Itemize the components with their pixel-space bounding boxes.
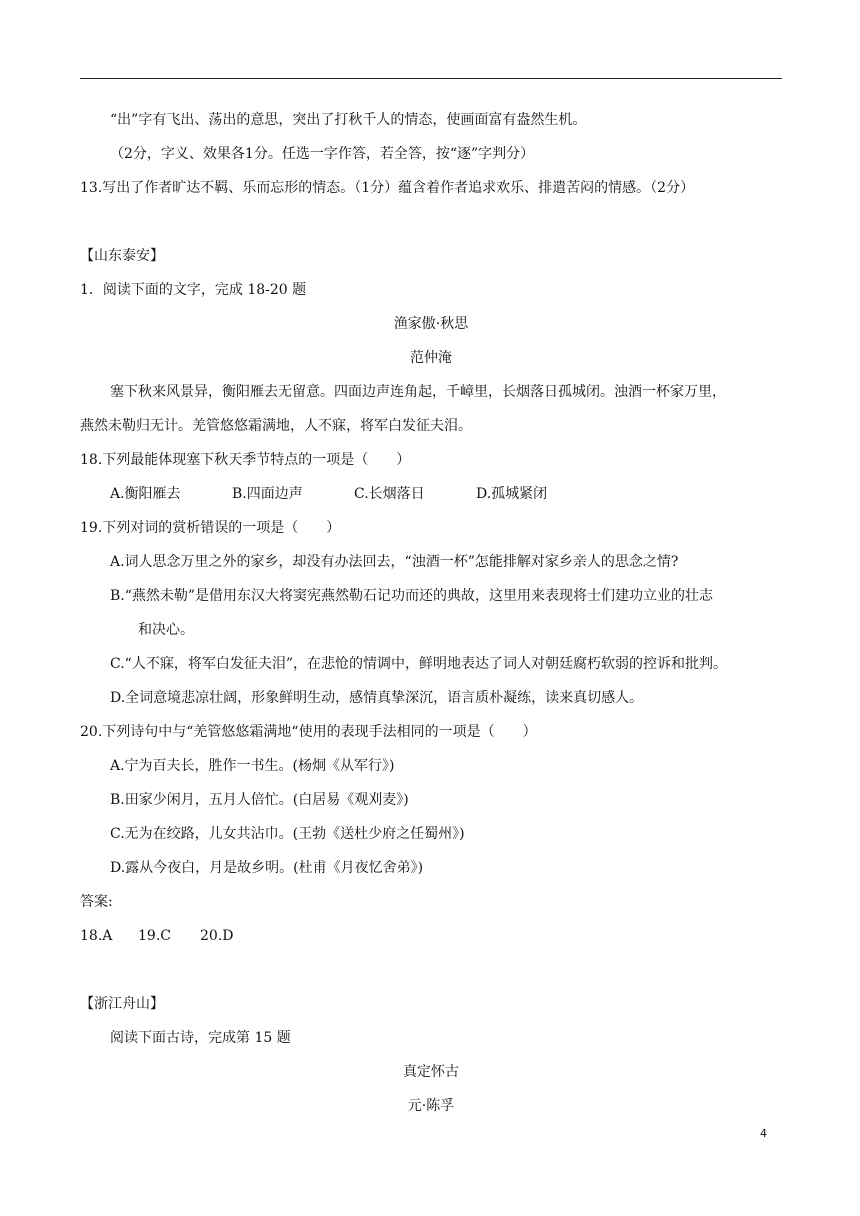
question-18-stem: 18.下列最能体现塞下秋天季节特点的一项是（ ）	[80, 452, 411, 468]
answer-18: 18.A	[80, 928, 113, 944]
poem-author: 元·陈孚	[407, 1098, 455, 1114]
header-rule	[80, 78, 782, 79]
poem-author: 范仲淹	[410, 350, 452, 366]
question-18-options	[110, 484, 547, 504]
question-19-stem: 19.下列对词的赏析错误的一项是（ ）	[80, 520, 341, 536]
option-a: A.宁为百夫长，胜作一书生。(杨炯《从军行》)	[110, 758, 395, 774]
option-d: D.孤城紧闭	[476, 486, 548, 502]
poem-title: 真定怀古	[403, 1064, 459, 1080]
poem-title: 渔家傲·秋思	[393, 316, 469, 332]
answer-scoring-note: （2分，字义、效果各1分。任选一字作答，若全答，按“逐”字判分）	[110, 146, 535, 162]
option-c: C.“人不寐，将军白发征夫泪”，在悲怆的情调中，鲜明地表达了词人对朝廷腐朽软弱的控诉和批判。	[110, 656, 727, 672]
section-heading-taian: 【山东泰安】	[80, 248, 164, 264]
option-b: B.“燕然未勒”是借用东汉大将窦宪燕然勒石记功而还的典故，这里用来表现将士们建功立业的壮志	[110, 588, 714, 604]
option-d: D.露从今夜白，月是故乡明。(杜甫《月夜忆舍弟》)	[110, 860, 424, 876]
option-a: A.词人思念万里之外的家乡，却没有办法回去，“浊酒一杯”怎能排解对家乡亲人的思念之情?	[110, 554, 679, 570]
answer-13: 13.写出了作者旷达不羁、乐而忘形的情态。（1分）蕴含着作者追求欢乐、排遣苦闷的情感。（2分）	[80, 180, 695, 196]
section-heading-zhoushan: 【浙江舟山】	[80, 996, 164, 1012]
option-a: A.衡阳雁去	[110, 486, 181, 502]
option-c: C.无为在绞路，儿女共沾巾。(王勃《送杜少府之任蜀州》)	[110, 826, 465, 842]
poem-text-line: 塞下秋来风景异，衡阳雁去无留意。四面边声连角起，千嶂里，长烟落日孤城闭。浊酒一杯家万里，	[110, 384, 726, 400]
section-intro: 阅读下面古诗，完成第 15 题	[110, 1030, 291, 1046]
question-20-stem: 20.下列诗句中与“羌管悠悠霜满地“使用的表现手法相同的一项是（ ）	[80, 724, 537, 740]
poem-text-line: 燕然未勒归无计。羌管悠悠霜满地，人不寐，将军白发征夫泪。	[80, 418, 472, 434]
answer-19: 19.C	[138, 928, 171, 944]
answer-key	[80, 926, 234, 946]
answer-label: 答案:	[80, 894, 113, 910]
answer-line: “出”字有飞出、荡出的意思，突出了打秋千人的情态，使画面富有盎然生机。	[110, 112, 587, 128]
option-c: C.长烟落日	[354, 486, 425, 502]
page-number: 4	[760, 1127, 767, 1140]
option-b: B.田家少闲月，五月人倍忙。(白居易《观刈麦》)	[110, 792, 409, 808]
option-b: B.四面边声	[232, 486, 303, 502]
option-d: D.全词意境悲凉壮阔，形象鲜明生动，感情真挚深沉，语言质朴凝练，读来真切感人。	[110, 690, 644, 706]
option-b-continued: 和决心。	[138, 622, 194, 638]
answer-20: 20.D	[200, 928, 234, 944]
section-intro: 1．阅读下面的文字，完成 18-20 题	[80, 282, 307, 298]
